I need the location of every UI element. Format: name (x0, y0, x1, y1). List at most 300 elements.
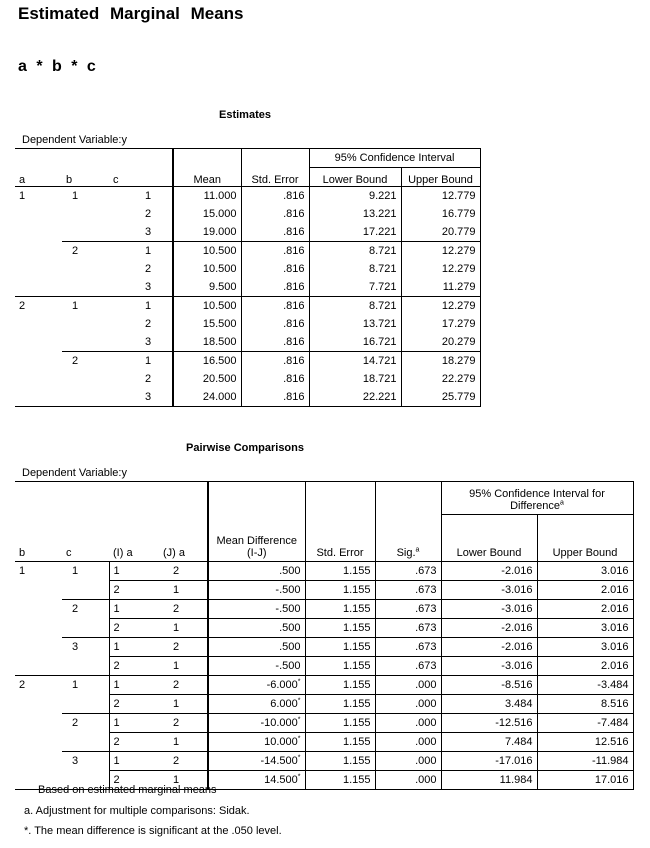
header-c (62, 515, 109, 562)
table-cell (15, 205, 62, 223)
table-cell (109, 619, 159, 638)
cell-value: .673 (415, 641, 437, 653)
table-cell (441, 676, 537, 695)
table-cell: 11.000 (173, 186, 241, 205)
table-row (15, 388, 480, 407)
header-upper-bound-label: Upper Bound (552, 547, 618, 559)
table-cell: 2 (62, 241, 109, 260)
cell-value: .673 (415, 565, 437, 577)
table-cell: .816 (241, 388, 309, 407)
table-cell (537, 619, 633, 638)
cell-value: .000 (415, 698, 437, 710)
table-row (15, 205, 480, 223)
header-b-label: b (19, 547, 26, 559)
table-cell: 1 (109, 296, 173, 315)
significance-star: * (297, 773, 301, 781)
table-cell (15, 562, 62, 581)
cell-value: 1.155 (342, 679, 371, 691)
cell-value: 1 (173, 584, 180, 596)
header-std-error (305, 515, 375, 562)
cell-value: -2.016 (501, 565, 533, 577)
pairwise-ci-header: 95% Confidence Interval for Difference$^a$ (441, 482, 633, 515)
cell-value: 1.155 (342, 717, 371, 729)
cell-value: 1.155 (342, 660, 371, 672)
table-cell (375, 562, 441, 581)
table-cell (62, 619, 109, 638)
table-cell (62, 695, 109, 714)
cell-value: -11.984 (592, 755, 629, 767)
cell-value: 2 (113, 660, 120, 672)
pairwise-dependent-variable: Dependent Variable:y (22, 467, 127, 479)
table-row (15, 278, 480, 297)
table-cell (159, 581, 208, 600)
table-cell (208, 657, 305, 676)
cell-value: 11.984 (499, 774, 533, 786)
table-cell (305, 600, 375, 619)
table-cell (159, 714, 208, 733)
header-lower-bound (441, 515, 537, 562)
table-cell (441, 600, 537, 619)
table-cell (537, 714, 633, 733)
page-title: Estimated Marginal Means (18, 4, 244, 23)
table-row (15, 223, 480, 242)
cell-value: 1 (113, 679, 120, 691)
table-cell (15, 388, 62, 407)
table-cell (305, 695, 375, 714)
table-cell (159, 657, 208, 676)
table-cell (305, 638, 375, 657)
table-cell: 18.500 (173, 333, 241, 352)
cell-value: 1 (113, 717, 120, 729)
header-i-a-label: (I) a (113, 547, 133, 559)
table-cell: .816 (241, 278, 309, 297)
table-cell (537, 733, 633, 752)
estimates-caption: Estimates (219, 109, 271, 121)
cell-value: 12.516 (594, 736, 629, 748)
table-cell (15, 619, 62, 638)
cell-value: 1.155 (342, 641, 371, 653)
table-cell: 1 (145, 189, 152, 202)
cell-value: 2 (113, 736, 120, 748)
cell-value: 17.016 (594, 774, 629, 786)
cell-value: .500 (279, 565, 301, 577)
table-cell (62, 581, 109, 600)
table-row (15, 638, 633, 657)
table-cell: .816 (241, 333, 309, 352)
table-cell: .816 (241, 296, 309, 315)
table-cell: .816 (241, 370, 309, 388)
table-cell (109, 676, 159, 695)
table-cell: 18.279 (401, 351, 480, 370)
table-cell: 10.500 (173, 296, 241, 315)
header-j-a (159, 515, 208, 562)
cell-value: 1 (173, 736, 180, 748)
cell-value: 14.500 (264, 774, 298, 786)
table-cell (375, 771, 441, 790)
footnote-significance: *. The mean difference is significant at the .050 level. (24, 825, 282, 837)
cell-value: 2.016 (600, 584, 629, 596)
cell-value: 1 (113, 641, 120, 653)
table-row (15, 619, 633, 638)
table-cell (15, 260, 62, 278)
table-cell: 9.500 (173, 278, 241, 297)
cell-value: .500 (279, 641, 301, 653)
cell-value: 2 (113, 584, 120, 596)
table-cell (62, 315, 109, 333)
table-cell (305, 752, 375, 771)
cell-value: 1 (19, 565, 26, 578)
cell-value: 1.155 (342, 565, 371, 577)
table-cell (15, 333, 62, 352)
table-cell (375, 695, 441, 714)
header-mean-difference-label: Mean Difference (I-J) (216, 535, 297, 559)
header-b (15, 515, 62, 562)
table-cell (109, 752, 159, 771)
sig-footnote-marker: a (415, 546, 420, 554)
table-cell (159, 752, 208, 771)
header-j-a-label: (J) a (163, 547, 185, 559)
table-cell (375, 581, 441, 600)
cell-value: 1.155 (342, 755, 371, 767)
table-cell (62, 733, 109, 752)
table-cell: 2 (145, 262, 152, 275)
table-cell (159, 562, 208, 581)
header-i-a (109, 515, 159, 562)
table-cell: 20.779 (401, 223, 480, 242)
cell-value: 2 (113, 622, 120, 634)
table-cell: 12.279 (401, 296, 480, 315)
table-cell: 15.000 (173, 205, 241, 223)
table-cell: 2 (145, 317, 152, 330)
table-cell (537, 695, 633, 714)
cell-value: 2 (173, 755, 180, 767)
header-lower-bound-label: Lower Bound (456, 547, 522, 559)
table-cell: 22.279 (401, 370, 480, 388)
table-cell (375, 657, 441, 676)
table-cell: 24.000 (173, 388, 241, 407)
pairwise-caption: Pairwise Comparisons (186, 442, 304, 454)
table-cell (159, 619, 208, 638)
cell-value: 1 (113, 603, 120, 615)
table-cell (62, 600, 109, 619)
table-cell (441, 733, 537, 752)
table-cell (208, 752, 305, 771)
table-cell: 2 (15, 296, 62, 315)
cell-value: -.500 (275, 603, 301, 615)
table-cell (208, 562, 305, 581)
cell-value: -3.016 (501, 660, 533, 672)
table-cell (537, 562, 633, 581)
table-cell: 25.779 (401, 388, 480, 407)
table-cell: 2 (145, 207, 152, 220)
table-cell (62, 333, 109, 352)
cell-value: 2 (173, 641, 180, 653)
header-lower-bound: Lower Bound (309, 168, 401, 187)
table-row (15, 333, 480, 352)
table-cell (305, 619, 375, 638)
estimates-dependent-variable: Dependent Variable:y (22, 134, 127, 146)
cell-value: .000 (415, 736, 437, 748)
table-cell (441, 638, 537, 657)
table-cell (15, 241, 62, 260)
table-row (15, 186, 480, 205)
table-cell: 1 (62, 296, 109, 315)
table-cell: .816 (241, 223, 309, 242)
footnote-adjustment: a. Adjustment for multiple comparisons: Sidak. (24, 805, 250, 817)
table-cell (208, 619, 305, 638)
header-sig (375, 515, 441, 562)
cell-value: 1 (173, 698, 180, 710)
table-cell (62, 260, 109, 278)
cell-value: 3.016 (600, 565, 629, 577)
cell-value: 2 (19, 679, 26, 692)
table-cell: 10.500 (173, 260, 241, 278)
header-b: b (62, 168, 109, 187)
table-cell: 13.221 (309, 205, 401, 223)
table-cell (305, 771, 375, 790)
cell-value: -8.516 (501, 679, 533, 691)
table-cell (441, 562, 537, 581)
significance-star: * (297, 716, 301, 724)
cell-value: 1.155 (342, 622, 371, 634)
table-cell (375, 733, 441, 752)
cell-value: -.500 (275, 660, 301, 672)
table-cell (109, 714, 159, 733)
effect-label: a * b * c (18, 58, 96, 75)
table-row (15, 714, 633, 733)
pairwise-table (15, 481, 634, 790)
cell-value: 2.016 (600, 603, 629, 615)
table-cell: 1 (19, 189, 26, 202)
table-cell (62, 562, 109, 581)
table-cell: 17.279 (401, 315, 480, 333)
table-cell (208, 733, 305, 752)
header-sig-label: Sig. (396, 547, 416, 559)
cell-value: 3.016 (600, 641, 629, 653)
table-row (15, 296, 480, 315)
table-cell (109, 638, 159, 657)
table-cell (109, 581, 159, 600)
significance-star: * (297, 678, 301, 686)
cell-value: 8.516 (600, 698, 629, 710)
table-cell (62, 638, 109, 657)
cell-value: -3.016 (501, 603, 533, 615)
cell-value: 2 (173, 679, 180, 691)
table-cell (537, 676, 633, 695)
table-cell (375, 752, 441, 771)
table-cell (109, 657, 159, 676)
table-cell (15, 695, 62, 714)
cell-value: 1 (173, 622, 180, 634)
cell-value: -2.016 (501, 641, 533, 653)
significance-star: * (297, 754, 301, 762)
table-cell (159, 676, 208, 695)
cell-value: 2.016 (600, 660, 629, 672)
table-cell (62, 205, 109, 223)
table-cell (62, 370, 109, 388)
table-cell (537, 581, 633, 600)
table-cell (159, 638, 208, 657)
table-cell (537, 752, 633, 771)
table-cell: 15.500 (173, 315, 241, 333)
table-cell: 8.721 (309, 241, 401, 260)
table-cell (208, 600, 305, 619)
table-cell: 3 (145, 280, 152, 293)
table-row (15, 581, 633, 600)
table-cell (208, 581, 305, 600)
table-cell (305, 581, 375, 600)
table-cell: 8.721 (309, 260, 401, 278)
table-cell (15, 676, 62, 695)
cell-value: 3.484 (504, 698, 533, 710)
cell-value: 1 (113, 755, 120, 767)
header-mean: Mean (173, 168, 241, 187)
table-cell: 12.279 (401, 241, 480, 260)
cell-value: 1 (173, 660, 180, 672)
table-cell (62, 676, 109, 695)
table-cell (305, 676, 375, 695)
table-cell: 9.221 (309, 186, 401, 205)
table-cell (15, 714, 62, 733)
table-cell: 3 (109, 388, 173, 407)
table-cell (15, 370, 62, 388)
table-cell: 14.721 (309, 351, 401, 370)
cell-value: .000 (415, 679, 437, 691)
table-cell: 10.500 (173, 241, 241, 260)
table-cell: 2 (62, 351, 109, 370)
table-cell (62, 223, 109, 242)
table-cell (537, 638, 633, 657)
cell-value: 3 (72, 641, 79, 654)
cell-value: 2 (72, 603, 79, 616)
table-cell: 11.279 (401, 278, 480, 297)
table-row (15, 600, 633, 619)
significance-star: * (297, 697, 301, 705)
table-cell: 13.721 (309, 315, 401, 333)
table-cell: .816 (241, 315, 309, 333)
table-cell (15, 315, 62, 333)
table-cell (15, 733, 62, 752)
table-cell: 3 (145, 335, 152, 348)
table-cell: 20.279 (401, 333, 480, 352)
cell-value: -14.500 (260, 755, 298, 767)
table-cell: 16.500 (173, 351, 241, 370)
table-cell (537, 657, 633, 676)
header-std-error: Std. Error (241, 168, 309, 187)
table-cell (159, 600, 208, 619)
table-row (15, 676, 633, 695)
cell-value: 1.155 (342, 603, 371, 615)
table-cell (441, 771, 537, 790)
cell-value: 1.155 (342, 736, 371, 748)
header-c: c (109, 168, 173, 187)
table-row (15, 695, 633, 714)
table-cell (62, 657, 109, 676)
table-cell (159, 733, 208, 752)
table-cell (441, 619, 537, 638)
table-cell: 18.721 (309, 370, 401, 388)
table-cell (375, 638, 441, 657)
cell-value: -.500 (275, 584, 301, 596)
table-cell (15, 278, 62, 297)
cell-value: 3.016 (600, 622, 629, 634)
table-cell (15, 223, 62, 242)
table-cell: 20.500 (173, 370, 241, 388)
significance-star: * (297, 735, 301, 743)
table-cell (441, 657, 537, 676)
cell-value: 2 (173, 565, 180, 577)
table-cell (208, 695, 305, 714)
table-cell: 8.721 (309, 296, 401, 315)
cell-value: -17.016 (495, 755, 533, 767)
cell-value: -6.000 (266, 679, 298, 691)
cell-value: 1 (72, 679, 79, 692)
table-cell: .816 (241, 260, 309, 278)
table-cell: .816 (241, 351, 309, 370)
cell-value: 2 (113, 698, 120, 710)
table-cell (109, 733, 159, 752)
table-cell (208, 714, 305, 733)
table-row (15, 351, 480, 370)
table-cell (305, 733, 375, 752)
table-cell (109, 600, 159, 619)
table-cell (62, 752, 109, 771)
table-cell (305, 714, 375, 733)
cell-value: .673 (415, 603, 437, 615)
table-row (15, 260, 480, 278)
cell-value: .673 (415, 622, 437, 634)
cell-value: 6.000 (270, 698, 298, 710)
table-cell: 22.221 (309, 388, 401, 407)
table-cell (537, 600, 633, 619)
cell-value: -10.000 (260, 717, 298, 729)
cell-value: 2 (173, 603, 180, 615)
table-cell (375, 600, 441, 619)
cell-value: 1 (113, 565, 120, 577)
table-cell: .816 (241, 186, 309, 205)
cell-value: 10.000 (264, 736, 298, 748)
table-cell (15, 600, 62, 619)
cell-value: .000 (415, 755, 437, 767)
table-cell: .816 (241, 241, 309, 260)
table-row (15, 315, 480, 333)
cell-value: 2 (113, 774, 120, 786)
cell-value: 2 (173, 717, 180, 729)
table-cell (305, 657, 375, 676)
header-std-error-label: Std. Error (316, 547, 364, 559)
table-cell: 2 (145, 372, 152, 385)
table-cell (208, 638, 305, 657)
table-cell: 16.779 (401, 205, 480, 223)
header-a: a (15, 168, 62, 187)
table-cell: 1 (109, 351, 173, 370)
table-cell (62, 388, 109, 407)
cell-value: 1 (72, 565, 79, 578)
cell-value: .673 (415, 584, 437, 596)
table-cell: 12.779 (401, 186, 480, 205)
table-cell (109, 562, 159, 581)
cell-value: 1.155 (342, 698, 371, 710)
header-c-label: c (66, 547, 72, 559)
cell-value: -3.016 (501, 584, 533, 596)
table-row (15, 370, 480, 388)
table-cell: .816 (241, 205, 309, 223)
header-upper-bound: Upper Bound (401, 168, 480, 187)
cell-value: -2.016 (501, 622, 533, 634)
cell-value: -7.484 (597, 717, 629, 729)
estimates-table (15, 148, 481, 407)
cell-value: .500 (279, 622, 301, 634)
